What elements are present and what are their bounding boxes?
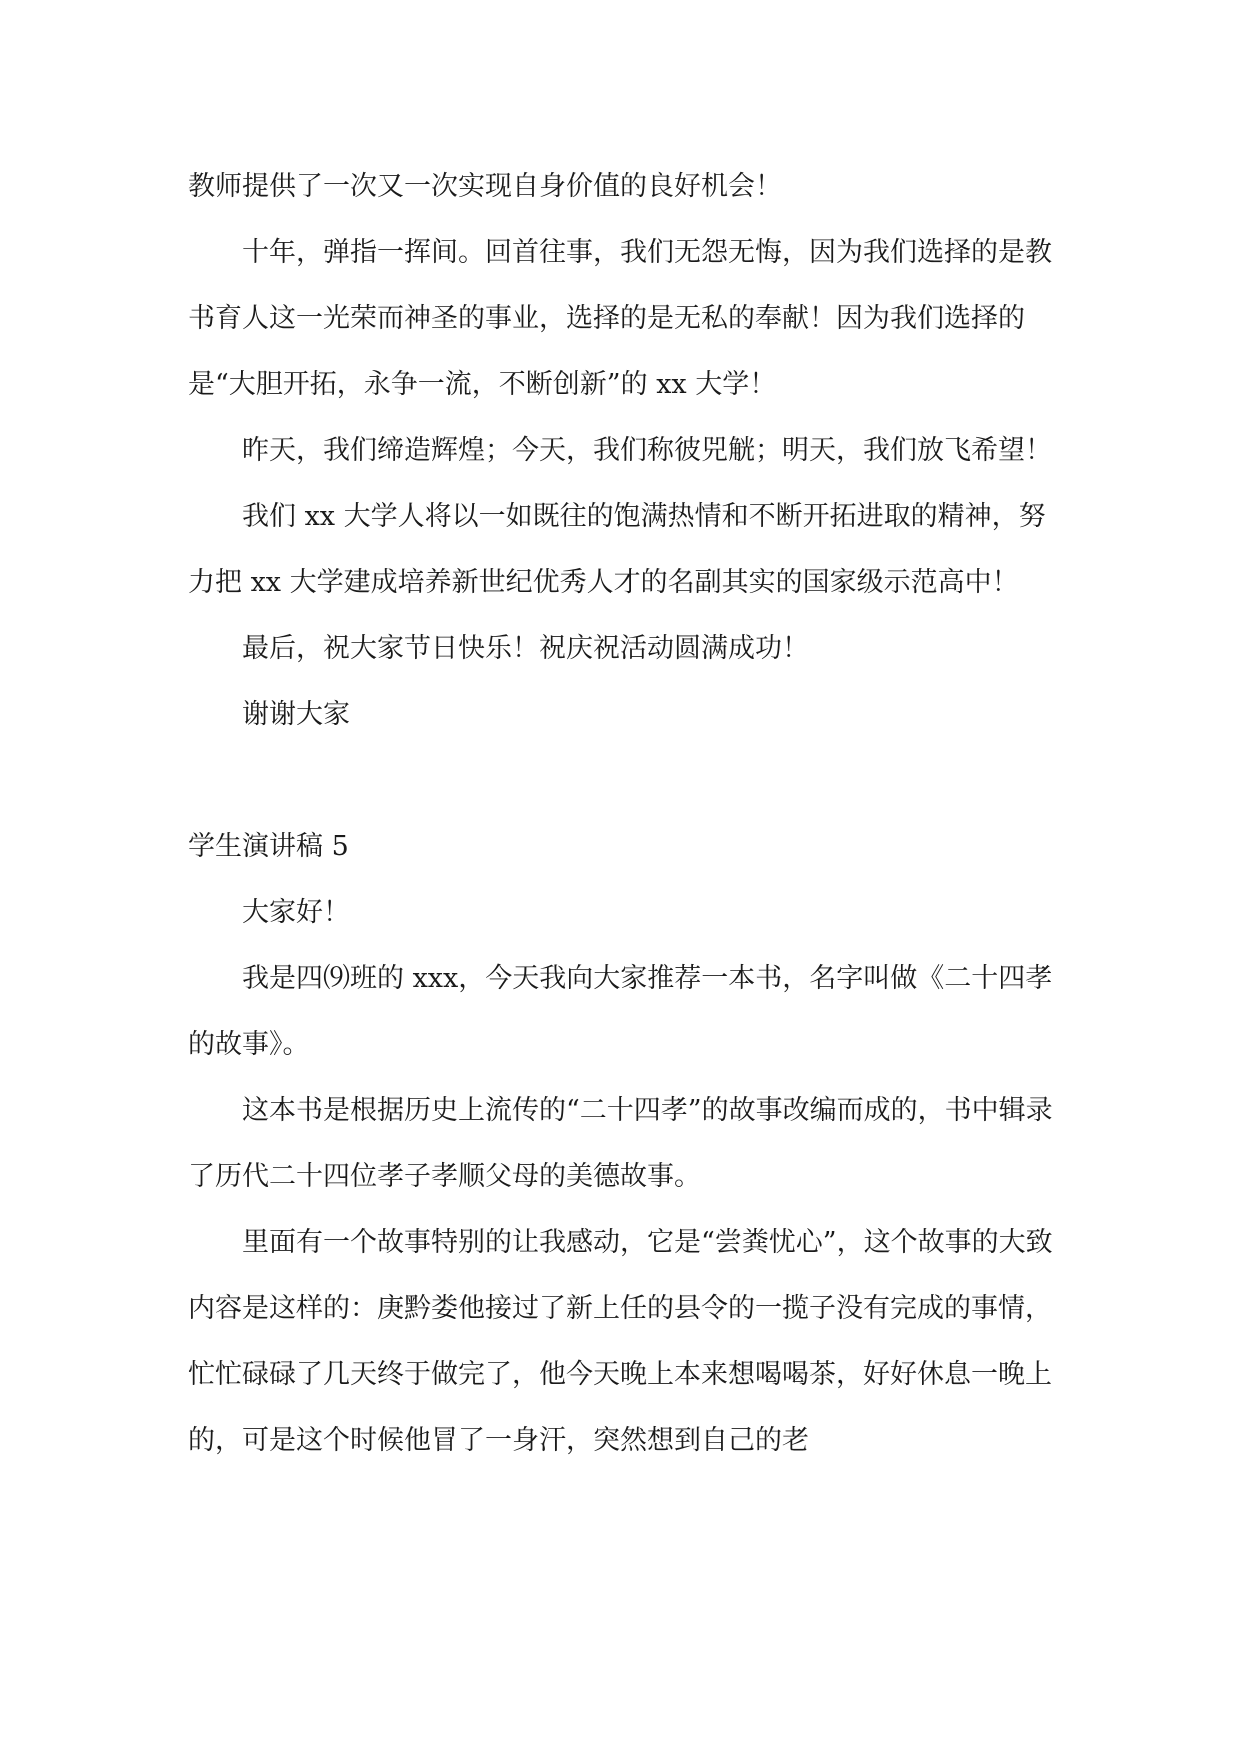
paragraph: 我是四⑼班的 xxx，今天我向大家推荐一本书，名字叫做《二十四孝的故事》。	[188, 963, 1053, 1060]
paragraph: 十年，弹指一挥间。回首往事，我们无怨无悔，因为我们选择的是教书育人这一光荣而神圣的事业，选择的是无私的奉献！因为我们选择的是“大胆开拓，永争一流，不断创新”的 xx 大学！	[188, 237, 1052, 400]
paragraph: 这本书是根据历史上流传的“二十四孝”的故事改编而成的，书中辑录了历代二十四位孝子孝顺父母的美德故事。	[188, 1095, 1053, 1192]
paragraph: 昨天，我们缔造辉煌；今天，我们称彼兕觥；明天，我们放飞希望！	[242, 435, 1052, 466]
paragraph: 最后，祝大家节日快乐！祝庆祝活动圆满成功！	[242, 633, 809, 664]
paragraph-closing: 谢谢大家	[242, 699, 350, 730]
paragraph: 我们 xx 大学人将以一如既往的饱满热情和不断开拓进取的精神，努力把 xx 大学建成培养新世纪优秀人才的名副其实的国家级示范高中！	[188, 501, 1046, 598]
paragraph: 里面有一个故事特别的让我感动，它是“尝粪忧心”，这个故事的大致内容是这样的：庚黔娄他接过了新上任的县令的一揽子没有完成的事情，忙忙碌碌了几天终于做完了，他今天晚上本来想喝喝茶，好好休息一晚上的，可是这个时候他冒了一身汗，突然想到自己的老	[188, 1227, 1053, 1456]
section-title: 学生演讲稿 5	[188, 831, 349, 862]
paragraph-greeting: 大家好！	[242, 897, 350, 928]
document-body	[188, 154, 1058, 1474]
paragraph-continuation: 教师提供了一次又一次实现自身价值的良好机会！	[188, 171, 782, 202]
